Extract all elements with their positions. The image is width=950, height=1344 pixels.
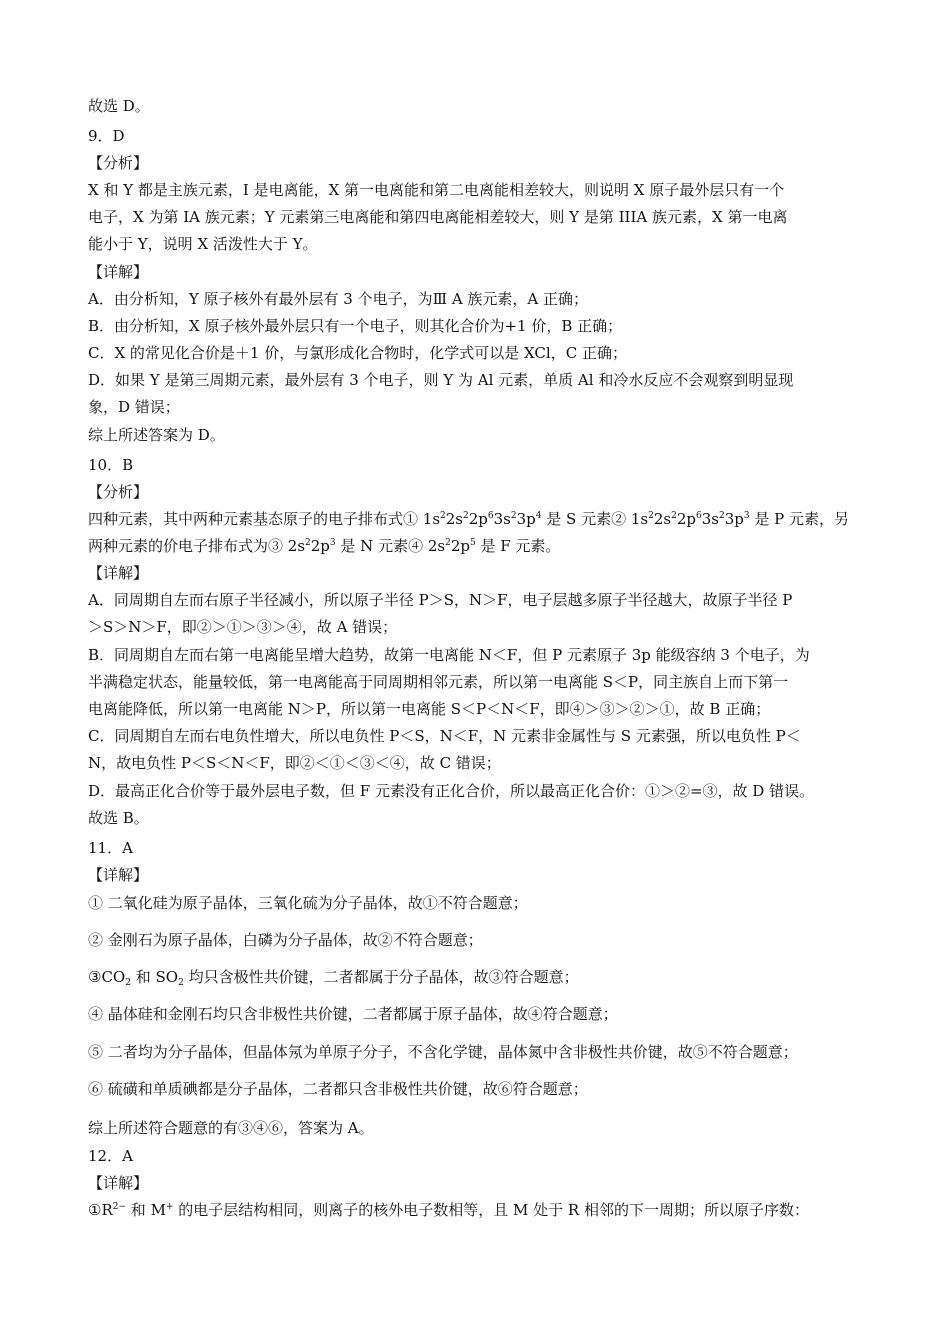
section-label-analysis: 【分析】 [88,483,149,501]
text-line: ⑥ 硫磺和单质碘都是分子晶体，二者都只含非极性共价键，故⑥符合题意； [88,1080,588,1098]
text-line: 故选 D。 [88,97,150,115]
text-line: D．如果 Y 是第三周期元素，最外层有 3 个电子，则 Y 为 Al 元素，单质 Al 和冷水反应不会观察到明显现 [88,371,794,389]
text-line: ＞S＞N＞F，即②＞①＞③＞④，故 A 错误； [88,618,398,636]
answer-heading-11: 11．A [88,839,133,857]
text-line: D．最高正化合价等于最外层电子数，但 F 元素没有正化合价，所以最高正化合价：①＞②=③，故 D 错误。 [88,782,815,800]
text-line: 电子，X 为第 IA 族元素；Y 元素第三电离能和第四电离能相差较大，则 Y 是第 IIIA 族元素，X 第一电离 [88,208,788,226]
text-line: 四种元素，其中两种元素基态原子的电子排布式① $1s^22s^22p^63s^23p^4$ 是 S 元素② $1s^22s^22p^63s^23p^3$ 是 P 元素，另 [88,510,849,528]
text-line: $③CO_2$ 和 $SO_2$ 均只含极性共价键，二者都属于分子晶体，故③符合题意； [88,968,579,988]
section-label-detail: 【详解】 [88,1174,149,1192]
text-line: 象，D 错误； [88,398,180,416]
section-label-detail: 【详解】 [88,263,149,281]
answer-heading-9: 9．D [88,127,125,145]
answer-heading-10: 10．B [88,456,134,474]
text-line: ④ 晶体硅和金刚石均只含非极性共价键，二者都属于原子晶体，故④符合题意； [88,1005,618,1023]
text-line: $①R^{2-}$ 和 M+ 的电子层结构相同，则离子的核外电子数相等，且 M 处于 R 相邻的下一周期；所以原子序数： [88,1201,809,1219]
text-line: 两种元素的价电子排布式为③ $2s^22p^3$ 是 N 元素④ $2s^22p^5$ 是 F 元素。 [88,537,561,555]
text-line: 电离能降低，所以第一电离能 N＞P，所以第一电离能 S＜P＜N＜F，即④＞③＞②＞①，故 B 正确； [88,700,771,718]
text-line: ① 二氧化硅为原子晶体，三氧化硫为分子晶体，故①不符合题意； [88,894,528,912]
text-line: ⑤ 二者均为分子晶体，但晶体氖为单原子分子，不含化学键，晶体氮中含非极性共价键，故⑤不符合题意； [88,1043,798,1061]
section-label-analysis: 【分析】 [88,154,149,172]
text-line: C．同周期自左而右电负性增大，所以电负性 P＜S，N＜F，N 元素非金属性与 S 元素强，所以电负性 P＜ [88,727,801,745]
text-line: 半满稳定状态，能量较低，第一电离能高于同周期相邻元素，所以第一电离能 S＜P，同主族自上而下第一 [88,673,789,691]
text-line: 综上所述答案为 D。 [88,426,225,444]
text-line: C．X 的常见化合价是＋1 价，与氯形成化合物时，化学式可以是 XCl，C 正确； [88,344,627,362]
text-line: B．同周期自左而右第一电离能呈增大趋势，故第一电离能 N＜F，但 P 元素原子 3p 能级容纳 3 个电子，为 [88,646,810,664]
text-line: ② 金刚石为原子晶体，白磷为分子晶体，故②不符合题意； [88,931,483,949]
answer-heading-12: 12．A [88,1147,133,1165]
text-line: 故选 B。 [88,809,149,827]
text-line: 能小于 Y，说明 X 活泼性大于 Y。 [88,235,318,253]
text-line: B．由分析知，X 原子核外最外层只有一个电子，则其化合价为+1 价，B 正确； [88,317,623,335]
text-line: A．同周期自左而右原子半径减小，所以原子半径 P＞S，N＞F，电子层越多原子半径越大，故原子半径 P [88,591,793,609]
text-line: X 和 Y 都是主族元素，I 是电离能，X 第一电离能和第二电离能相差较大，则说明 X 原子最外层只有一个 [88,181,785,199]
section-label-detail: 【详解】 [88,866,149,884]
text-line: A．由分析知，Y 原子核外有最外层有 3 个电子，为Ⅲ A 族元素，A 正确； [88,290,589,308]
section-label-detail: 【详解】 [88,564,149,582]
text-line: 综上所述符合题意的有③④⑥，答案为 A。 [88,1119,374,1137]
text-line: N，故电负性 P＜S＜N＜F，即②＜①＜③＜④，故 C 错误； [88,754,501,772]
